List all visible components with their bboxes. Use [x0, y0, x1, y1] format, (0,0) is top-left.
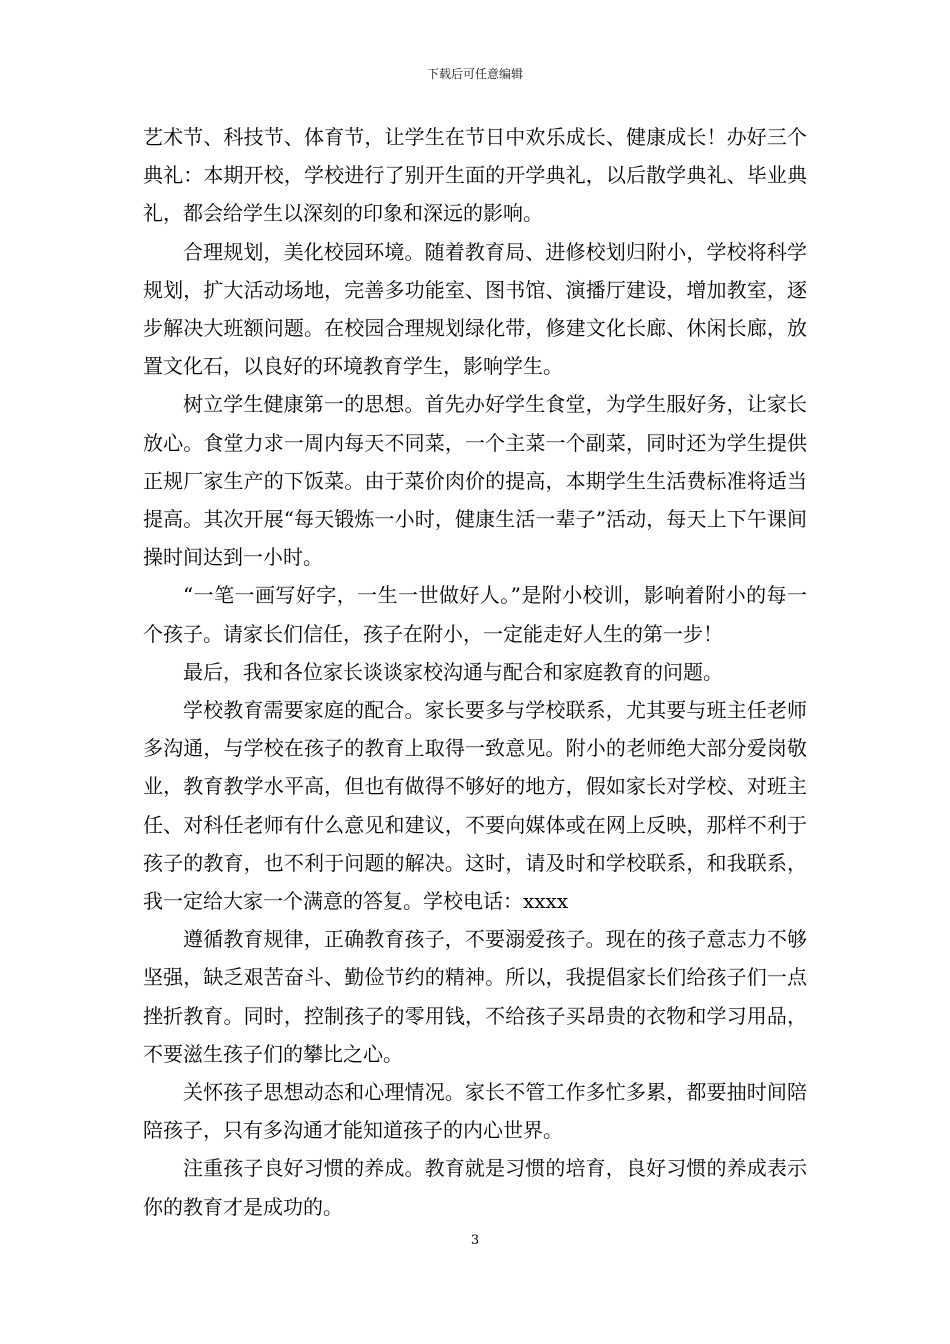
paragraph-home-school-intro: 最后，我和各位家长谈谈家校沟通与配合和家庭教育的问题。: [183, 659, 723, 684]
paragraph-child-psychology: 关怀孩子思想动态和心理情况。家长不管工作多忙多累，都要抽时间陪陪孩子，只有多沟通才能知道孩子的内心世界。: [143, 1080, 807, 1143]
paragraph-student-health: 树立学生健康第一的思想。首先办好学生食堂，为学生服好务，让家长放心。食堂力求一周内每天不同菜，一个主菜一个副菜，同时还为学生提供正规厂家生产的下饭菜。由于菜价肉价的提高，本期学生生活费标准将适当提高。其次开展“每天锻炼一小时，健康生活一辈子”活动，每天上下午课间操时间达到一小时。: [143, 392, 807, 570]
paragraph-school-motto: “一笔一画写好字，一生一世做好人。”是附小校训，影响着附小的每一个孩子。请家长们信任，孩子在附小，一定能走好人生的第一步！: [143, 583, 807, 646]
paragraph-education-rules: 遵循教育规律，正确教育孩子，不要溺爱孩子。现在的孩子意志力不够坚强，缺乏艰苦奋斗、勤俭节约的精神。所以，我提倡家长们给孩子们一点挫折教育。同时，控制孩子的零用钱，不给孩子买昂贵的衣物和学习用品，不要滋生孩子们的攀比之心。: [143, 927, 807, 1066]
paragraph-good-habits: 注重孩子良好习惯的养成。教育就是习惯的培育，良好习惯的养成表示你的教育才是成功的。: [143, 1156, 807, 1219]
document-body: [143, 118, 807, 1226]
paragraph-festivals-ceremonies: 艺术节、科技节、体育节，让学生在节日中欢乐成长、健康成长！办好三个典礼：本期开校，学校进行了别开生面的开学典礼，以后散学典礼、毕业典礼，都会给学生以深刻的印象和深远的影响。: [143, 125, 807, 226]
page-header-note: 下载后可任意编辑: [426, 67, 523, 81]
page-number: 3: [470, 1233, 480, 1248]
paragraph-campus-planning: 合理规划，美化校园环境。随着教育局、进修校划归附小，学校将科学规划，扩大活动场地，完善多功能室、图书馆、演播厅建设，增加教室，逐步解决大班额问题。在校园合理规划绿化带，修建文化长廊、休闲长廊，放置文化石，以良好的环境教育学生，影响学生。: [143, 239, 807, 379]
paragraph-family-cooperation: 学校教育需要家庭的配合。家长要多与学校联系，尤其要与班主任老师多沟通，与学校在孩子的教育上取得一致意见。附小的老师绝大部分爱岗敬业，教育教学水平高，但也有做得不够好的地方，假如家长对学校、对班主任、对科任老师有什么意见和建议，不要向媒体或在网上反映，那样不利于孩子的教育，也不利于问题的解决。这时，请及时和学校联系，和我联系，我一定给大家一个满意的答复。学校电话：xxxx: [143, 698, 807, 914]
